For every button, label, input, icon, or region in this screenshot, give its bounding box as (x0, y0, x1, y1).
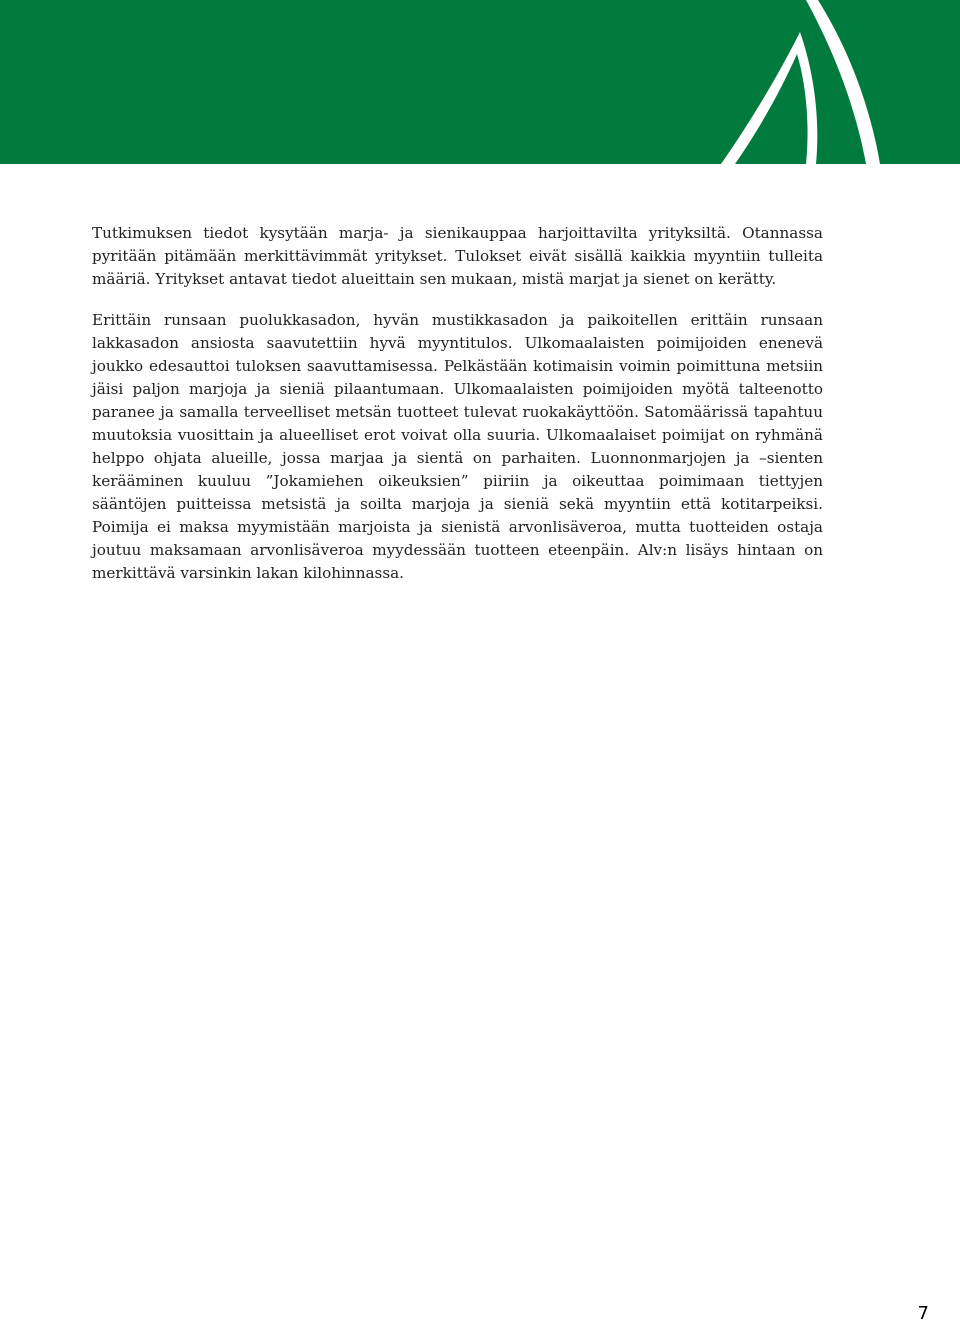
paragraph-intro: Tutkimuksen tiedot kysytään marja- ja sienikauppaa harjoittavilta yrityksiltä. Otannassa pyritään pitämään merkittävimmät yritykset. Tulokset eivät sisällä kaikkia myyntiin tulleita määriä. Yritykset antavat tiedot alueittain sen mukaan, mistä marjat ja sienet on kerätty. (92, 224, 823, 288)
header-banner (0, 0, 960, 164)
paragraph-harvest: Erittäin runsaan puolukkasadon, hyvän mustikkasadon ja paikoitellen erittäin runsaan lakkasadon ansiosta saavutettiin hyvä myyntitulos. Ulkomaalaisten poimijoiden enenevä joukko edesauttoi tuloksen saavuttamisessa. Pelkästään kotimaisin voimin poimittuna metsiin jäisi paljon marjoja ja sieniä pilaantumaan. Ulkomaalaisten poimijoiden myötä talteenotto paranee ja samalla terveelliset metsän tuotteet tulevat ruokakäyttöön. Satomäärissä tapahtuu muutoksia vuosittain ja alueelliset erot voivat olla suuria. Ulkomaalaiset poimijat on ryhmänä helppo ohjata alueille, jossa marjaa ja sientä on parhaiten. Luonnonmarjojen ja –sienten kerääminen kuuluu ”Jokamiehen oikeuksien” piiriin ja oikeuttaa poimimaan tiettyjen sääntöjen puitteissa metsistä ja soilta marjoja ja sieniä sekä myyntiin että kotitarpeiksi. Poimija ei maksa myymistään marjoista ja sienistä arvonlisäveroa, mutta tuotteiden ostaja joutuu maksamaan arvonlisäveroa myydessään tuotteen eteenpäin. Alv:n lisäys hintaan on merkittävä varsinkin lakan kilohinnassa. (92, 311, 823, 582)
body-text (92, 222, 823, 603)
leaf-stripes-icon (0, 0, 960, 164)
page-number: 7 (917, 1303, 929, 1324)
